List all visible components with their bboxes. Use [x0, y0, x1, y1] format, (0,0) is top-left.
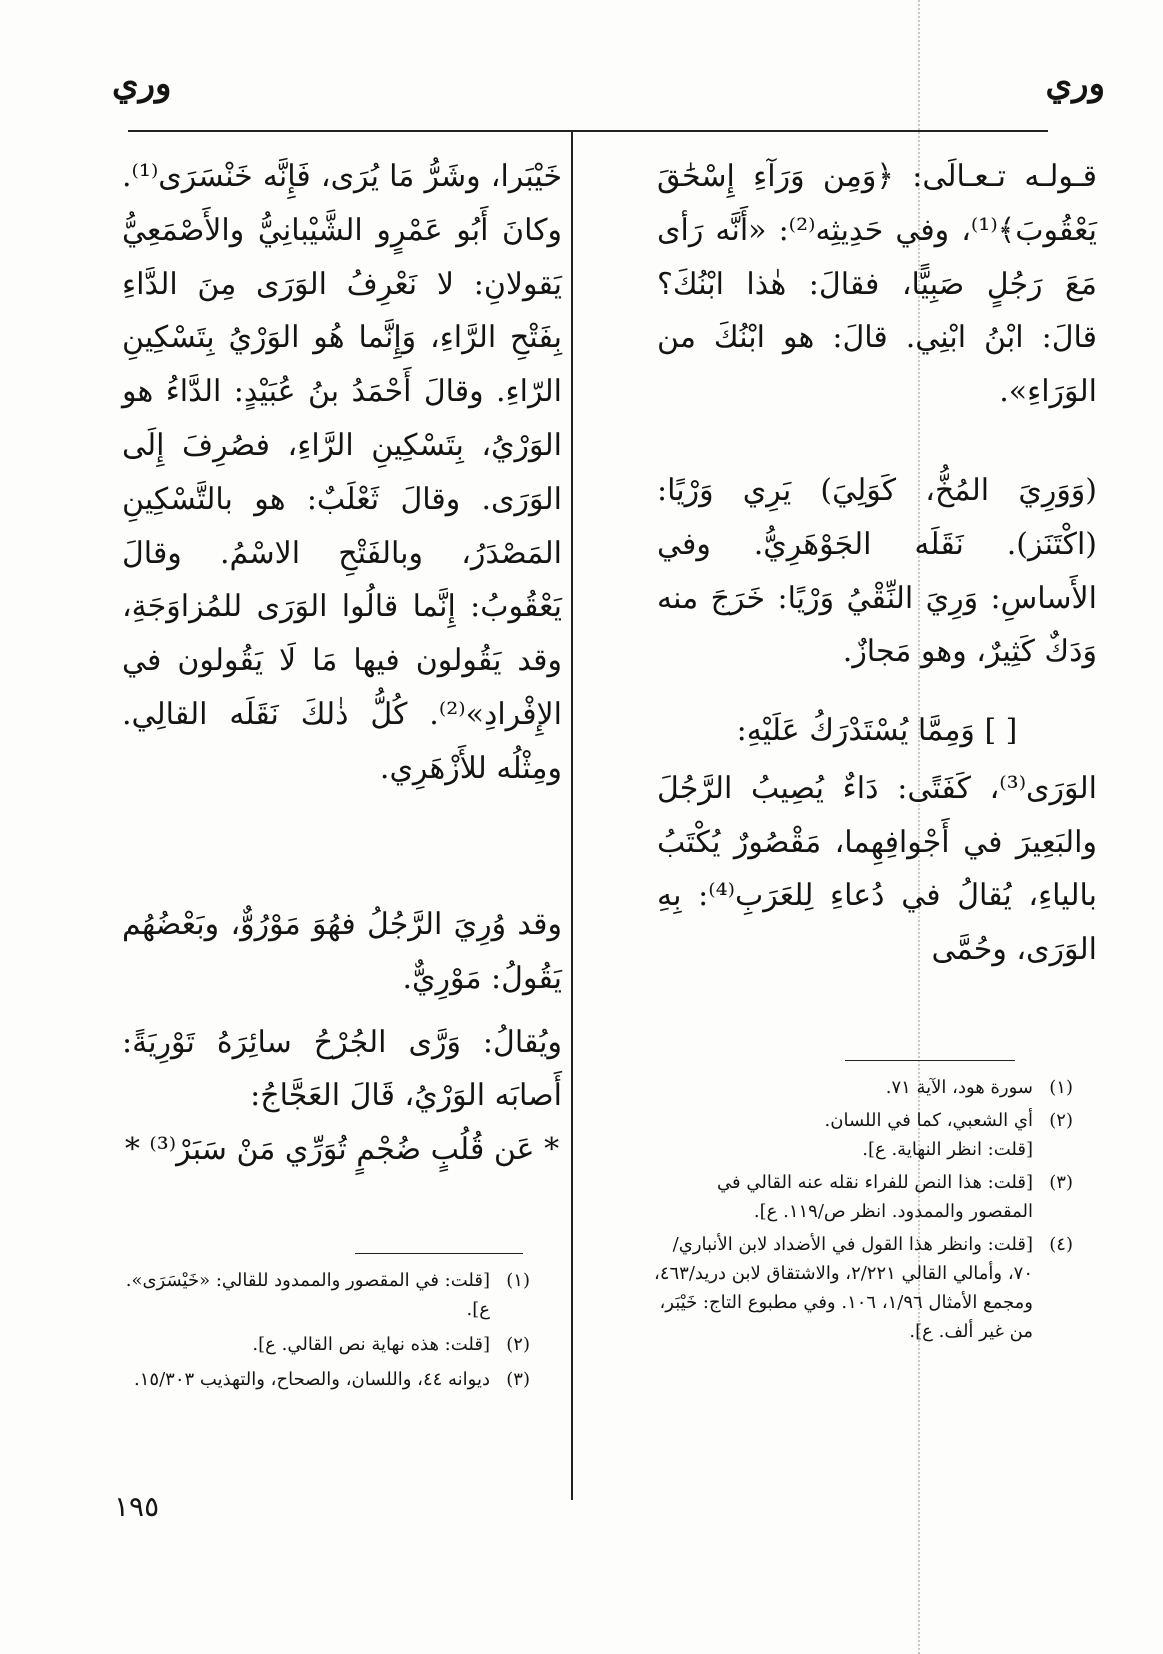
footnote-text: [قلت: هذا النص للفراء نقله عنه القالي في المقصور والممدود. انظر ص/١١٩. ع].	[717, 1172, 1033, 1222]
footnote-text: [قلت: في المقصور والممدود للقالي: «خَيْسَرَى». ع].	[125, 1270, 490, 1320]
page-number: ١٩٥	[114, 1490, 160, 1523]
footnote-item	[648, 1106, 1073, 1135]
footnote-text: سورة هود، الآية ٧١.	[885, 1077, 1033, 1098]
footnote-item	[112, 1266, 530, 1324]
right-paragraph-1: قـولـه تـعـالَى: ﴿وَمِن وَرَآءِ إِسْحَٰقَ يَعْقُوبَ﴾⁽¹⁾، وفي حَدِيثِه⁽²⁾: «أَنَّه رَأى مَعَ رَجُلٍ صَبِيًّا، فقالَ: هٰذا ابْنُكَ؟ قالَ: ابْنُ ابْنِي. قالَ: هو ابْنُكَ من الوَرَاءِ».	[657, 159, 1097, 410]
left-paragraph-2: وقد وُرِيَ الرَّجُلُ فهُوَ مَوْرُوٌّ، وبَعْضُهُم يَقُولُ: مَوْرِيٌّ.	[122, 907, 562, 996]
footnote-number: (١)	[506, 1270, 530, 1291]
running-head-left: وري	[112, 64, 172, 104]
footnote-item	[112, 1365, 530, 1394]
left-column	[122, 150, 562, 1177]
right-paragraph-3: [ ] وَمِمَّا يُسْتَدْرَكُ عَلَيْهِ:	[736, 713, 1018, 748]
footnote-number: (٤)	[1049, 1234, 1073, 1255]
column-separator	[571, 132, 573, 1500]
footnote-text: أي الشعبي، كما في اللسان.	[824, 1110, 1033, 1131]
running-head-right: وري	[1045, 64, 1105, 104]
footnote-number: (٣)	[1049, 1172, 1073, 1193]
left-footnotes	[112, 1266, 530, 1394]
right-column	[657, 150, 1097, 977]
footnote-item	[648, 1230, 1073, 1346]
header-rule	[128, 130, 1048, 132]
right-footnotes	[648, 1073, 1073, 1346]
left-paragraph-3: ويُقالُ: وَرَّى الجُرْحُ سائِرَهُ تَوْرِيَةً: أَصابَه الوَرْيُ، قَالَ العَجَّاجُ:	[122, 1024, 562, 1114]
footnote-item	[648, 1073, 1073, 1102]
right-paragraph-2: (وَوَرِيَ المُخُّ، كَوَلِيَ) يَرِي وَرْيًا: (اكْتَنَز). نَقَلَه الجَوْهَرِيُّ. وفي الأَساسِ: وَرِيَ النِّقْيُ وَرْيًا: خَرَجَ منه وَدَكٌ كَثِيرٌ، وهو مَجازٌ.	[657, 473, 1097, 670]
left-paragraph-1: خَيْبَرا، وشَرُّ مَا يُرَى، فَإِنَّه خَنْسَرَى⁽¹⁾. وكانَ أَبُو عَمْرٍو الشَّيْبانِيُّ والأَصْمَعِيُّ يَقولانِ: لا نَعْرِفُ الوَرَى مِنَ الدَّاءِ بِفَتْحِ الرَّاءِ، وَإِنَّما هُو الوَرْيُ بِتَسْكِينِ الرّاءِ. وقالَ أَحْمَدُ بنُ عُبَيْدٍ: الدَّاءُ هو الوَرْيُ، بِتَسْكِينِ الرَّاءِ، فصُرِفَ إِلَى الوَرَى. وقالَ ثَعْلَبٌ: هو بالتَّسْكِينِ المَصْدَرُ، وبالفَتْحِ الاسْمُ. وقالَ يَعْقُوبُ: إِنَّما قالُوا الوَرَى للمُزاوَجَةِ، وقد يَقُولون فيها مَا لَا يَقُولون في الإِفْرادِ»⁽²⁾. كُلُّ ذٰلكَ نَقَلَه القالِي. ومِثْلُه للأَزْهَرِي.	[122, 159, 562, 786]
right-paragraph-4: الوَرَى⁽³⁾، كَفَتًى: دَاءٌ يُصِيبُ الرَّجُلَ والبَعِيرَ في أَجْوافِهِما، مَقْصُورٌ يُكْتَبُ بالياءِ، يُقالُ في دُعاءِ لِلعَرَبِ⁽⁴⁾: بِهِ الوَرَى، وحُمَّى	[657, 770, 1097, 968]
left-footnote-rule	[355, 1253, 523, 1254]
footnote-item	[112, 1330, 530, 1359]
footnote-item	[648, 1168, 1073, 1226]
footnote-text: [قلت: وانظر هذا القول في الأضداد لابن الأنباري/٧٠، وأمالي القالي ٢/٢٢١، والاشتقاق لابن دريد/٤٦٣، ومجمع الأمثال ١/٩٦، ١٠٦. وفي مطبوع التاج: خَيْبَر، من غير ألف. ع].	[654, 1234, 1033, 1342]
footnote-text: ديوانه ٤٤، واللسان، والصحاح، والتهذيب ١٥/٣٠٣.	[134, 1369, 490, 1390]
left-verse: * عَن قُلُبٍ ضُجْمٍ تُوَرِّي مَنْ سَبَرْ⁽³⁾ *	[124, 1132, 560, 1168]
footnote-text: [قلت: هذه نهاية نص القالي. ع].	[252, 1334, 490, 1355]
footnote-number: (٢)	[506, 1334, 530, 1355]
footnote-number: (١)	[1049, 1077, 1073, 1098]
footnote-text: [قلت: انظر النهاية. ع].	[862, 1139, 1033, 1160]
footnote-number: (٣)	[506, 1369, 530, 1390]
footnote-number: (٢)	[1049, 1110, 1073, 1131]
right-footnote-rule	[845, 1060, 1015, 1061]
